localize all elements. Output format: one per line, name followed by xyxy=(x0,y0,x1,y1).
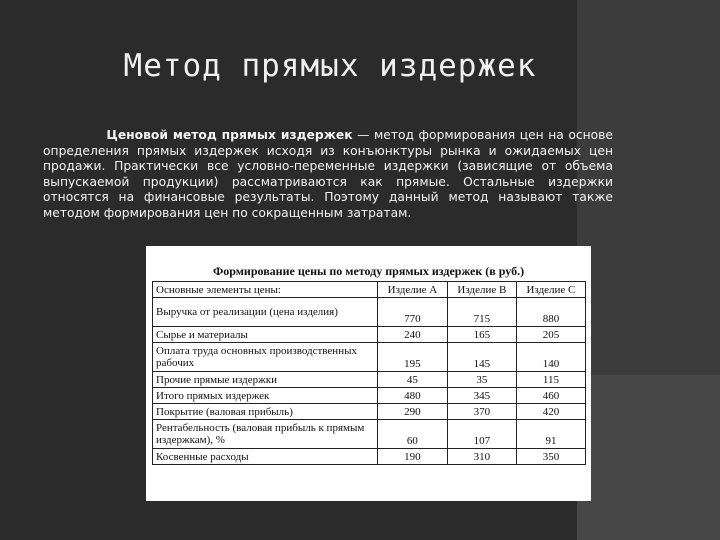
cell-c: 880 xyxy=(516,298,585,327)
definition-text: — метод формирования цен на основе определения прямых издержек исходя из конъюнктуры рынка и ожидаемых цен продажи. Практически все условно-переменные издержки (зависящие от объема выпускаемой продукции) рассматриваются как прямые. Остальные издержки относятся на финансовые результаты. Поэтому данный метод называют также методом формирования цен по сокращенным затратам. xyxy=(43,128,613,220)
cell-c: 205 xyxy=(516,327,585,343)
cell-a: 240 xyxy=(378,327,448,343)
row-label: Косвенные расходы xyxy=(153,449,378,465)
cell-b: 107 xyxy=(447,420,516,449)
cell-b: 145 xyxy=(447,343,516,372)
header-elements: Основные элементы цены: xyxy=(153,282,378,298)
cell-b: 715 xyxy=(447,298,516,327)
cell-a: 60 xyxy=(378,420,448,449)
table-row xyxy=(153,449,586,465)
header-product-a: Изделие А xyxy=(378,282,448,298)
table-title: Формирование цены по методу прямых издержек (в руб.) xyxy=(212,264,525,278)
cell-b: 370 xyxy=(447,404,516,420)
cell-c: 460 xyxy=(516,388,585,404)
bold-term: Ценовой метод прямых издержек xyxy=(106,128,353,142)
cell-c: 91 xyxy=(516,420,585,449)
row-label: Покрытие (валовая прибыль) xyxy=(153,404,378,420)
definition-paragraph xyxy=(43,128,613,222)
cell-a: 45 xyxy=(378,372,448,388)
cell-a: 195 xyxy=(378,343,448,372)
table-row xyxy=(153,404,586,420)
table-row xyxy=(153,372,586,388)
row-label: Сырье и материалы xyxy=(153,327,378,343)
cell-c: 115 xyxy=(516,372,585,388)
header-product-b: Изделие В xyxy=(447,282,516,298)
row-label: Итого прямых издержек xyxy=(153,388,378,404)
table-row xyxy=(153,327,586,343)
row-label: Прочие прямые издержки xyxy=(153,372,378,388)
cell-a: 190 xyxy=(378,449,448,465)
row-label: Рентабельность (валовая прибыль к прямым издержкам), % xyxy=(153,420,378,449)
cell-b: 35 xyxy=(447,372,516,388)
cell-c: 140 xyxy=(516,343,585,372)
cell-b: 165 xyxy=(447,327,516,343)
price-table-card xyxy=(146,246,591,501)
header-product-c: Изделие С xyxy=(516,282,585,298)
table-row xyxy=(153,343,586,372)
cell-a: 290 xyxy=(378,404,448,420)
row-label: Оплата труда основных производственных рабочих xyxy=(153,343,378,372)
row-label: Выручка от реализации (цена изделия) xyxy=(153,298,378,327)
price-table xyxy=(152,281,586,465)
table-row xyxy=(153,298,586,327)
cell-b: 345 xyxy=(447,388,516,404)
table-row xyxy=(153,388,586,404)
cell-c: 350 xyxy=(516,449,585,465)
table-row xyxy=(153,420,586,449)
cell-b: 310 xyxy=(447,449,516,465)
cell-a: 480 xyxy=(378,388,448,404)
cell-c: 420 xyxy=(516,404,585,420)
slide-title: Метод прямых издержек xyxy=(123,48,537,84)
cell-a: 770 xyxy=(378,298,448,327)
